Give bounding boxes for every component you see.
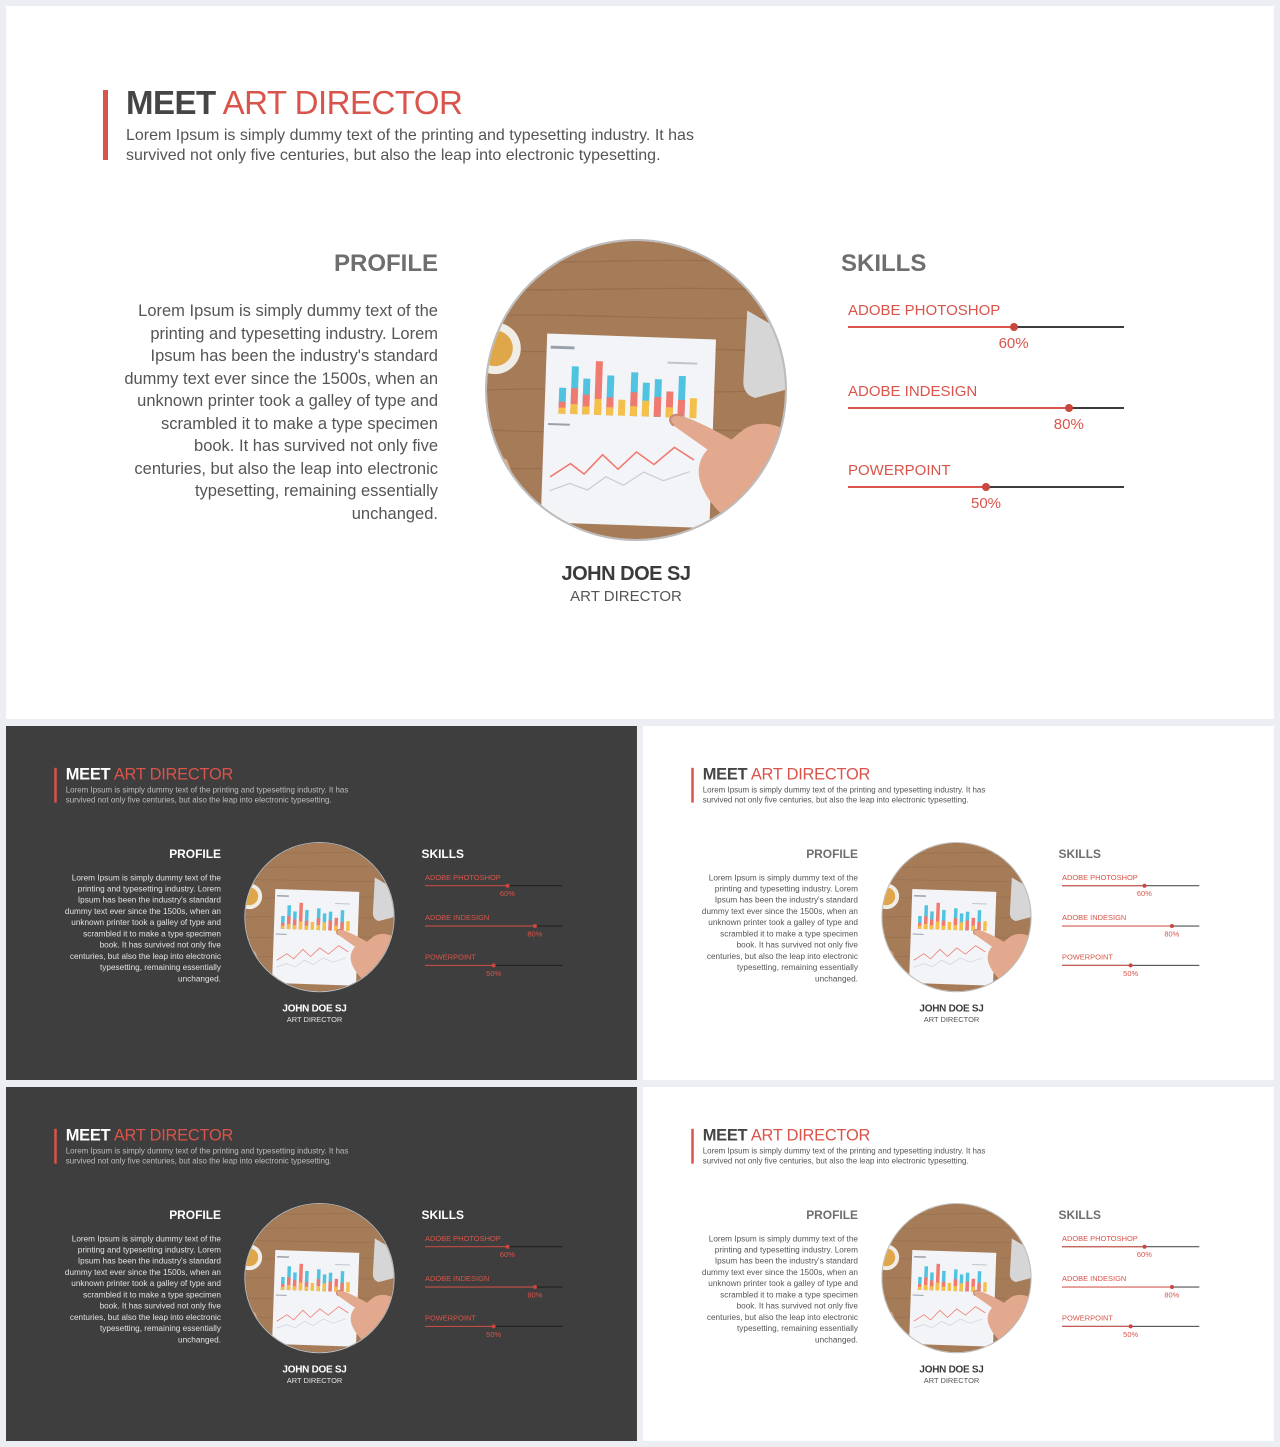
skill-bar-fill: [1062, 1326, 1131, 1327]
skill-bar-dot: [1142, 1245, 1146, 1249]
skill-percent: 60%: [1136, 1250, 1152, 1260]
skill-bar-track: [848, 486, 1124, 488]
profile-photo: [244, 1203, 394, 1353]
skill-item: [848, 383, 1124, 443]
skill-percent: 60%: [1136, 889, 1152, 899]
skills-heading: SKILLS: [841, 250, 927, 277]
skill-bar-fill: [425, 1287, 535, 1288]
skill-percent: 80%: [527, 930, 543, 939]
skill-bar-fill: [1062, 1246, 1144, 1247]
skills-heading: SKILLS: [421, 847, 464, 861]
skill-item: [848, 302, 1124, 362]
skill-bar-fill: [848, 326, 1014, 328]
skill-bar-dot: [492, 1324, 496, 1328]
skill-percent: 50%: [1123, 1330, 1139, 1339]
intro-text: Lorem Ipsum is simply dummy text of the printing and typesetting industry. It has survived not only five centuries, but also the leap into electronic typesetting.: [126, 127, 694, 164]
skill-bar-track: [1062, 1287, 1199, 1288]
skill-bar-fill: [1062, 885, 1144, 886]
slide-thumbnail-dark-2[interactable]: [6, 1087, 637, 1441]
title-art-director: ART DIRECTOR: [222, 84, 463, 121]
person-name: JOHN DOE SJ: [282, 1003, 347, 1015]
skill-bar-dot: [533, 924, 537, 928]
skill-bar-track: [1062, 926, 1199, 927]
skill-bar-fill: [1062, 965, 1131, 966]
skill-bar-dot: [1142, 884, 1146, 888]
title-accent-bar: [691, 768, 693, 803]
profile-text: Lorem Ipsum is simply dummy text of the printing and typesetting industry. Lorem Ipsum has been the industry's standard dummy text ever since the 1500s, when an unknown printer took a galley of type and scrambled it to make a type specimen book. It has survived not only five centuries, but also the leap into electronic typesetting, remaining essentially unchanged.: [124, 302, 438, 523]
profile-text: Lorem Ipsum is simply dummy text of the printing and typesetting industry. Lorem Ipsum has been the industry's standard dummy text ever since the 1500s, when an unknown printer took a galley of type and scrambled it to make a type specimen book. It has survived not only five centuries, but also the leap into electronic typesetting, remaining essentially unchanged.: [64, 873, 221, 984]
title-meet: MEET: [65, 764, 111, 784]
skill-item: [1062, 914, 1199, 944]
skill-bar-fill: [848, 486, 986, 488]
person-role: ART DIRECTOR: [286, 1376, 343, 1386]
skill-bar-track: [425, 926, 562, 927]
skill-percent: 80%: [527, 1291, 543, 1300]
skill-bar-fill: [425, 1326, 494, 1327]
skill-bar-track: [425, 965, 562, 966]
skill-bar-dot: [1065, 404, 1073, 412]
title-accent-bar: [103, 90, 108, 160]
skill-bar-dot: [505, 1245, 509, 1249]
skill-item: [425, 914, 562, 944]
slide-title: [66, 765, 233, 784]
skill-label: ADOBE INDESIGN: [424, 913, 490, 923]
skill-item: [848, 462, 1124, 522]
skill-label: ADOBE PHOTOSHOP: [424, 1234, 501, 1243]
person-name: JOHN DOE SJ: [919, 1003, 984, 1015]
skill-item: [425, 1275, 562, 1305]
skill-label: ADOBE PHOTOSHOP: [848, 302, 1001, 319]
skills-heading: SKILLS: [1058, 1208, 1101, 1222]
slide-thumbnail-light-2[interactable]: [643, 1087, 1274, 1441]
skill-bar-dot: [492, 963, 496, 967]
intro-text: Lorem Ipsum is simply dummy text of the printing and typesetting industry. It has survived not only five centuries, but also the leap into electronic typesetting.: [65, 786, 349, 805]
skill-percent: 60%: [499, 889, 515, 899]
skill-label: ADOBE INDESIGN: [848, 383, 978, 400]
skill-bar-fill: [1062, 1287, 1172, 1288]
skill-bar-dot: [533, 1285, 537, 1289]
title-meet: MEET: [126, 84, 216, 121]
profile-text: Lorem Ipsum is simply dummy text of the printing and typesetting industry. Lorem Ipsum has been the industry's standard dummy text ever since the 1500s, when an unknown printer took a galley of type and scrambled it to make a type specimen book. It has survived not only five centuries, but also the leap into electronic typesetting, remaining essentially unchanged.: [64, 1234, 221, 1345]
slide-title: [66, 1126, 233, 1145]
skill-percent: 60%: [998, 335, 1029, 352]
title-meet: MEET: [65, 1125, 111, 1145]
title-meet: MEET: [702, 764, 748, 784]
title-art-director: ART DIRECTOR: [750, 764, 871, 784]
skill-item: [1062, 873, 1199, 903]
skill-bar-fill: [425, 926, 535, 927]
skill-item: [1062, 1314, 1199, 1344]
person-role: ART DIRECTOR: [923, 1376, 980, 1386]
slide-thumbnail-light-1[interactable]: [643, 726, 1274, 1080]
person-name: JOHN DOE SJ: [282, 1364, 347, 1376]
skill-bar-fill: [425, 965, 494, 966]
skill-bar-track: [848, 326, 1124, 328]
skill-bar-track: [1062, 1326, 1199, 1327]
skill-bar-fill: [1062, 926, 1172, 927]
person-role: ART DIRECTOR: [286, 1015, 343, 1025]
title-accent-bar: [54, 768, 56, 803]
skill-percent: 80%: [1053, 416, 1084, 433]
skill-bar-track: [425, 885, 562, 886]
skill-label: ADOBE PHOTOSHOP: [424, 873, 501, 882]
skill-label: POWERPOINT: [424, 1313, 476, 1323]
skill-bar-dot: [1170, 1285, 1174, 1289]
profile-heading: PROFILE: [806, 847, 858, 861]
skill-bar-dot: [982, 483, 990, 491]
slide-title: [703, 1126, 870, 1145]
skill-percent: 50%: [486, 1330, 502, 1339]
skills-heading: SKILLS: [1058, 847, 1101, 861]
skill-item: [1062, 1234, 1199, 1264]
profile-heading: PROFILE: [169, 1208, 221, 1222]
slide-title: [703, 765, 870, 784]
profile-photo: [485, 239, 787, 541]
skill-item: [425, 953, 562, 983]
skill-percent: 80%: [1164, 930, 1180, 939]
skill-bar-dot: [1170, 924, 1174, 928]
profile-text: Lorem Ipsum is simply dummy text of the printing and typesetting industry. Lorem Ipsum has been the industry's standard dummy text ever since the 1500s, when an unknown printer took a galley of type and scrambled it to make a type specimen book. It has survived not only five centuries, but also the leap into electronic typesetting, remaining essentially unchanged.: [701, 1234, 858, 1345]
photo-image: [245, 1204, 393, 1352]
person-role: ART DIRECTOR: [570, 588, 682, 605]
skill-bar-fill: [848, 407, 1069, 409]
photo-image: [882, 1204, 1030, 1352]
skill-bar-track: [425, 1326, 562, 1327]
skill-bar-dot: [1129, 963, 1133, 967]
skill-bar-dot: [1129, 1324, 1133, 1328]
slide-title: [126, 84, 462, 122]
skills-heading: SKILLS: [421, 1208, 464, 1222]
profile-heading: PROFILE: [169, 847, 221, 861]
skill-bar-track: [1062, 1246, 1199, 1247]
slide-thumbnail-dark-1[interactable]: [6, 726, 637, 1080]
skill-label: ADOBE PHOTOSHOP: [1061, 873, 1138, 882]
skill-bar-track: [1062, 885, 1199, 886]
person-name: JOHN DOE SJ: [919, 1364, 984, 1376]
profile-photo: [244, 842, 394, 992]
slide-main-preview[interactable]: [6, 6, 1274, 719]
skill-label: POWERPOINT: [848, 462, 951, 479]
skill-label: POWERPOINT: [1061, 1313, 1113, 1323]
profile-heading: PROFILE: [333, 250, 438, 277]
person-name: JOHN DOE SJ: [561, 563, 691, 585]
skill-item: [425, 873, 562, 903]
skill-item: [1062, 953, 1199, 983]
person-role: ART DIRECTOR: [923, 1015, 980, 1025]
profile-text: Lorem Ipsum is simply dummy text of the printing and typesetting industry. Lorem Ipsum has been the industry's standard dummy text ever since the 1500s, when an unknown printer took a galley of type and scrambled it to make a type specimen book. It has survived not only five centuries, but also the leap into electronic typesetting, remaining essentially unchanged.: [701, 873, 858, 984]
slide-content: [643, 1087, 1274, 1441]
skill-label: ADOBE PHOTOSHOP: [1061, 1234, 1138, 1243]
skill-bar-dot: [505, 884, 509, 888]
intro-text: Lorem Ipsum is simply dummy text of the printing and typesetting industry. It has survived not only five centuries, but also the leap into electronic typesetting.: [65, 1147, 349, 1166]
intro-text: Lorem Ipsum is simply dummy text of the printing and typesetting industry. It has survived not only five centuries, but also the leap into electronic typesetting.: [702, 1147, 986, 1166]
slide-content: [6, 6, 1274, 719]
skill-bar-dot: [1010, 323, 1018, 331]
skill-label: ADOBE INDESIGN: [424, 1274, 490, 1284]
skill-percent: 60%: [499, 1250, 515, 1260]
profile-photo: [881, 1203, 1031, 1353]
title-accent-bar: [54, 1129, 56, 1164]
skill-bar-fill: [425, 1246, 507, 1247]
intro-text: Lorem Ipsum is simply dummy text of the printing and typesetting industry. It has survived not only five centuries, but also the leap into electronic typesetting.: [702, 786, 986, 805]
photo-image: [245, 843, 393, 991]
skill-label: ADOBE INDESIGN: [1061, 1274, 1127, 1284]
title-art-director: ART DIRECTOR: [113, 1125, 234, 1145]
skill-bar-track: [1062, 965, 1199, 966]
skill-percent: 80%: [1164, 1291, 1180, 1300]
slide-content: [643, 726, 1274, 1080]
skill-item: [425, 1234, 562, 1264]
skill-percent: 50%: [970, 495, 1002, 512]
profile-photo: [881, 842, 1031, 992]
skill-bar-fill: [425, 885, 507, 886]
skill-label: POWERPOINT: [424, 952, 476, 962]
profile-heading: PROFILE: [806, 1208, 858, 1222]
skill-bar-track: [848, 407, 1124, 409]
photo-image: [882, 843, 1030, 991]
skill-item: [1062, 1275, 1199, 1305]
skill-bar-track: [425, 1287, 562, 1288]
skill-item: [425, 1314, 562, 1344]
slide-content: [6, 726, 637, 1080]
skill-bar-track: [425, 1246, 562, 1247]
title-art-director: ART DIRECTOR: [750, 1125, 871, 1145]
skill-label: POWERPOINT: [1061, 952, 1113, 962]
skill-percent: 50%: [486, 969, 502, 978]
slide-content: [6, 1087, 637, 1441]
skill-percent: 50%: [1123, 969, 1139, 978]
photo-image: [487, 241, 785, 539]
title-accent-bar: [691, 1129, 693, 1164]
skill-label: ADOBE INDESIGN: [1061, 913, 1127, 923]
title-art-director: ART DIRECTOR: [113, 764, 234, 784]
title-meet: MEET: [702, 1125, 748, 1145]
